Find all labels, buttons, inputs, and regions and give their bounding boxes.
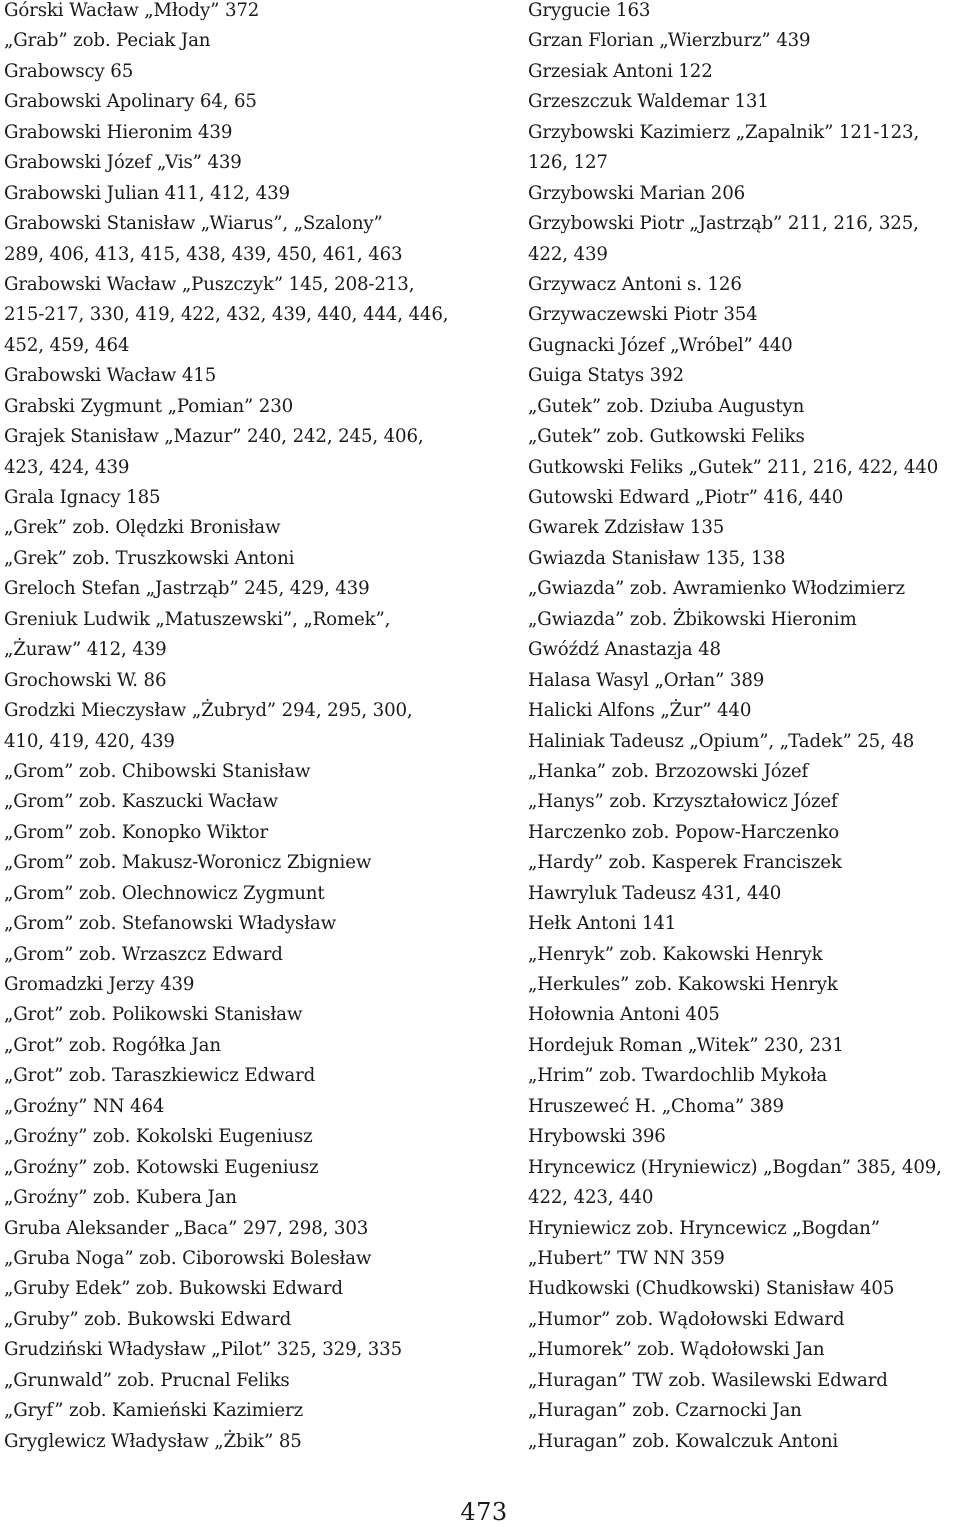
- index-entry-line: „Grek” zob. Olędzki Bronisław: [4, 517, 281, 539]
- index-entry-line: „Gruby Edek” zob. Bukowski Edward: [4, 1278, 343, 1300]
- index-entry-line: Grygucie 163: [528, 0, 651, 21]
- index-entry-line: „Grom” zob. Wrzaszcz Edward: [4, 943, 283, 965]
- index-entry-line: Grabowski Józef „Vis” 439: [4, 152, 242, 174]
- index-entry-line: Halicki Alfons „Żur” 440: [528, 700, 752, 722]
- index-entry-line: 410, 419, 420, 439: [4, 730, 175, 752]
- index-entry-line: Hordejuk Roman „Witek” 230, 231: [528, 1034, 844, 1056]
- index-entry-line: „Huragan” zob. Kowalczuk Antoni: [528, 1430, 839, 1452]
- index-entry-line: „Gutek” zob. Gutkowski Feliks: [528, 426, 805, 448]
- index-entry-line: Hryniewicz zob. Hryncewicz „Bogdan”: [528, 1217, 880, 1239]
- index-entry-line: Grzywaczewski Piotr 354: [528, 304, 758, 326]
- index-entry-line: Grabski Zygmunt „Pomian” 230: [4, 395, 294, 417]
- index-entry-line: „Gwiazda” zob. Żbikowski Hieronim: [528, 608, 857, 630]
- index-entry-line: Grzybowski Marian 206: [528, 182, 746, 204]
- index-entry-line: Hełk Antoni 141: [528, 913, 677, 935]
- index-entry-line: „Humor” zob. Wądołowski Edward: [528, 1308, 845, 1330]
- index-entry-line: Grzan Florian „Wierzburz” 439: [528, 30, 811, 52]
- index-entry-line: Grabowski Hieronim 439: [4, 121, 233, 143]
- index-entry-line: Grzybowski Piotr „Jastrząb” 211, 216, 325,: [528, 213, 919, 235]
- index-entry-line: Grochowski W. 86: [4, 669, 167, 691]
- index-entry-line: Gutkowski Feliks „Gutek” 211, 216, 422, 440: [528, 456, 939, 478]
- index-entry-line: Haliniak Tadeusz „Opium”, „Tadek” 25, 48: [528, 730, 915, 752]
- page-number: 473: [460, 1498, 508, 1526]
- index-entry-line: Hryncewicz (Hryniewicz) „Bogdan” 385, 409,: [528, 1156, 942, 1178]
- index-entry-line: „Grunwald” zob. Prucnal Feliks: [4, 1369, 290, 1391]
- index-entry-line: Hołownia Antoni 405: [528, 1004, 720, 1026]
- index-entry-line: Grabowski Julian 411, 412, 439: [4, 182, 290, 204]
- index-entry-line: „Groźny” zob. Kotowski Eugeniusz: [4, 1156, 319, 1178]
- index-entry-line: Gwarek Zdzisław 135: [528, 517, 725, 539]
- index-entry-line: „Herkules” zob. Kakowski Henryk: [528, 974, 838, 995]
- index-entry-line: „Hubert” TW NN 359: [528, 1247, 725, 1269]
- index-entry-line: Grabowski Apolinary 64, 65: [4, 91, 257, 113]
- index-entry-line: Grudziński Władysław „Pilot” 325, 329, 335: [4, 1339, 403, 1361]
- index-entry-line: „Grot” zob. Rogółka Jan: [4, 1034, 221, 1056]
- index-entry-line: Grabowski Wacław 415: [4, 365, 217, 387]
- index-entry-line: „Grom” zob. Stefanowski Władysław: [4, 913, 336, 935]
- index-entry-line: „Hardy” zob. Kasperek Franciszek: [528, 852, 842, 874]
- index-entry-line: 289, 406, 413, 415, 438, 439, 450, 461, 463: [4, 243, 403, 265]
- index-entry-line: Greloch Stefan „Jastrząb” 245, 429, 439: [4, 578, 370, 600]
- index-entry-line: 126, 127: [528, 152, 608, 174]
- index-entry-line: Greniuk Ludwik „Matuszewski”, „Romek”,: [4, 608, 391, 630]
- index-entry-line: Grajek Stanisław „Mazur” 240, 242, 245, 406,: [4, 426, 424, 448]
- index-entry-line: Gruba Aleksander „Baca” 297, 298, 303: [4, 1217, 369, 1239]
- index-entry-line: 423, 424, 439: [4, 456, 130, 478]
- index-entry-line: „Grom” zob. Kaszucki Wacław: [4, 791, 278, 813]
- index-entry-line: Gutowski Edward „Piotr” 416, 440: [528, 487, 844, 508]
- index-entry-line: Grzesiak Antoni 122: [528, 60, 713, 82]
- index-entry-line: „Grom” zob. Makusz-Woronicz Zbigniew: [4, 852, 372, 874]
- index-entry-line: „Groźny” zob. Kokolski Eugeniusz: [4, 1126, 313, 1148]
- index-entry-line: Grodzki Mieczysław „Żubryd” 294, 295, 300,: [4, 700, 413, 722]
- index-entry-line: „Gruba Noga” zob. Ciborowski Bolesław: [4, 1247, 372, 1269]
- index-entry-line: Grzeszczuk Waldemar 131: [528, 91, 769, 113]
- index-entry-line: 452, 459, 464: [4, 334, 130, 356]
- index-entry-line: „Gutek” zob. Dziuba Augustyn: [528, 395, 805, 417]
- index-column-left: [4, 0, 504, 1457]
- index-entry-line: „Gryf” zob. Kamieński Kazimierz: [4, 1400, 304, 1422]
- index-entry-line: Gwóźdź Anastazja 48: [528, 639, 721, 661]
- index-entry-line: „Żuraw” 412, 439: [4, 639, 167, 661]
- index-entry-line: „Groźny” NN 464: [4, 1095, 165, 1117]
- index-entry-line: Hruszeweć H. „Choma” 389: [528, 1095, 784, 1117]
- index-entry-line: „Grot” zob. Taraszkiewicz Edward: [4, 1065, 316, 1087]
- index-column-right: [528, 0, 958, 1457]
- index-entry-line: 422, 423, 440: [528, 1187, 654, 1209]
- index-entry-line: Grzybowski Kazimierz „Zapalnik” 121-123,: [528, 121, 920, 143]
- index-entry-line: „Grom” zob. Konopko Wiktor: [4, 821, 269, 843]
- index-entry-line: Gwiazda Stanisław 135, 138: [528, 547, 786, 569]
- index-entry-line: Gromadzki Jerzy 439: [4, 974, 195, 995]
- index-entry-line: Halasa Wasyl „Orłan” 389: [528, 669, 765, 691]
- index-entry-line: Grabowski Stanisław „Wiarus”, „Szalony”: [4, 213, 383, 235]
- index-entry-line: „Hanka” zob. Brzozowski Józef: [528, 760, 809, 782]
- index-entry-line: „Huragan” TW zob. Wasilewski Edward: [528, 1369, 888, 1391]
- index-entry-line: Harczenko zob. Popow-Harczenko: [528, 821, 840, 843]
- index-entry-line: „Gruby” zob. Bukowski Edward: [4, 1308, 292, 1330]
- index-entry-line: „Grab” zob. Peciak Jan: [4, 30, 211, 52]
- index-entry-line: „Groźny” zob. Kubera Jan: [4, 1187, 237, 1209]
- index-entry-line: Grabowski Wacław „Puszczyk” 145, 208-213,: [4, 273, 415, 295]
- index-entry-line: Hawryluk Tadeusz 431, 440: [528, 882, 782, 904]
- index-entry-line: „Hanys” zob. Krzyształowicz Józef: [528, 791, 838, 813]
- index-entry-line: Hrybowski 396: [528, 1126, 666, 1148]
- index-entry-line: „Henryk” zob. Kakowski Henryk: [528, 943, 823, 965]
- index-entry-line: „Grot” zob. Polikowski Stanisław: [4, 1004, 303, 1026]
- index-entry-line: Grala Ignacy 185: [4, 487, 161, 508]
- index-entry-line: Grzywacz Antoni s. 126: [528, 273, 742, 295]
- index-entry-line: „Humorek” zob. Wądołowski Jan: [528, 1339, 825, 1361]
- index-entry-line: „Grek” zob. Truszkowski Antoni: [4, 547, 295, 569]
- index-entry-line: „Grom” zob. Chibowski Stanisław: [4, 760, 311, 782]
- index-entry-line: Guiga Statys 392: [528, 365, 684, 387]
- index-entry-line: Górski Wacław „Młody” 372: [4, 0, 260, 21]
- index-entry-line: 215-217, 330, 419, 422, 432, 439, 440, 444, 446,: [4, 304, 449, 326]
- index-entry-line: „Grom” zob. Olechnowicz Zygmunt: [4, 882, 325, 904]
- index-entry-line: Gryglewicz Władysław „Żbik” 85: [4, 1430, 302, 1452]
- index-entry-line: Hudkowski (Chudkowski) Stanisław 405: [528, 1278, 895, 1300]
- index-entry-line: Gugnacki Józef „Wróbel” 440: [528, 334, 793, 356]
- index-entry-line: Grabowscy 65: [4, 60, 134, 82]
- index-entry-line: 422, 439: [528, 243, 608, 265]
- index-entry-line: „Hrim” zob. Twardochlib Mykoła: [528, 1065, 828, 1087]
- index-entry-line: „Gwiazda” zob. Awramienko Włodzimierz: [528, 578, 905, 600]
- index-entry-line: „Huragan” zob. Czarnocki Jan: [528, 1400, 802, 1422]
